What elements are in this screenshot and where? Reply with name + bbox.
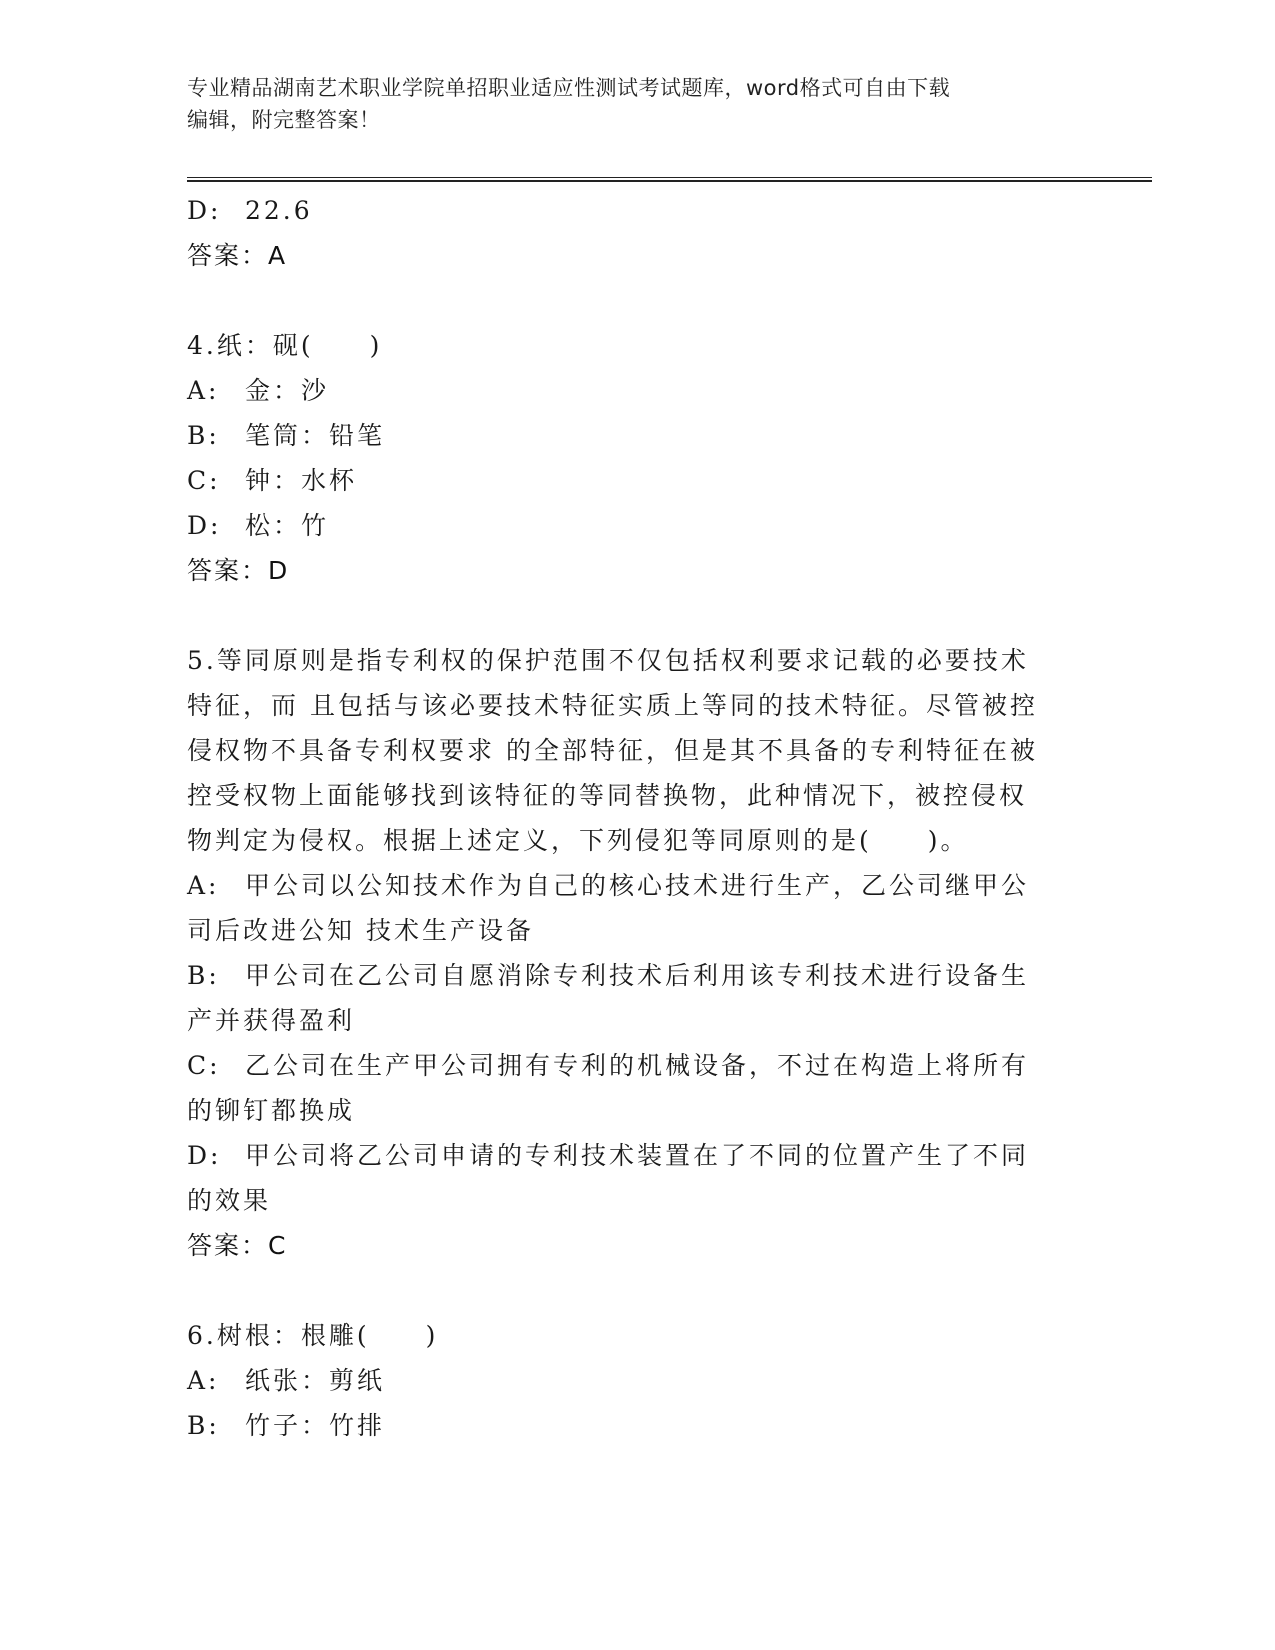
q4-option-b — [187, 413, 1087, 458]
q4-option-d — [187, 503, 1087, 548]
q5-option-a-cont: 司后改进公知 技术生产设备 — [187, 916, 534, 945]
option-letter: D: — [187, 511, 222, 540]
q3-answer: 答案：A — [187, 241, 288, 270]
header-line-1: 专业精品湖南艺术职业学院单招职业适应性测试考试题库，word格式可自由下载 — [187, 76, 951, 100]
q5-option-c-cont: 的铆钉都换成 — [187, 1096, 356, 1125]
option-letter: C: — [187, 466, 221, 495]
q4-answer: 答案：D — [187, 556, 290, 585]
q6-option-b — [187, 1403, 1087, 1448]
option-text: 乙公司在生产甲公司拥有专利的机械设备，不过在构造上将所有 — [245, 1051, 1030, 1080]
q5-option-d — [187, 1133, 1087, 1178]
q6-option-a — [187, 1358, 1087, 1403]
option-text: 甲公司在乙公司自愿消除专利技术后利用该专利技术进行设备生 — [245, 961, 1030, 990]
option-text: 竹子：竹排 — [245, 1411, 386, 1440]
q5-stem-line: 侵权物不具备专利权要求 的全部特征，但是其不具备的专利特征在被 — [187, 736, 1038, 765]
q5-stem-line: 物判定为侵权。根据上述定义，下列侵犯等同原则的是( )。 — [187, 826, 969, 855]
option-text: 甲公司以公知技术作为自己的核心技术进行生产，乙公司继甲公 — [245, 871, 1030, 900]
header-divider-thin — [187, 177, 1152, 178]
option-letter: C: — [187, 1051, 221, 1080]
option-text: 钟：水杯 — [245, 466, 358, 495]
option-letter: B: — [187, 1411, 220, 1440]
option-letter: D: — [187, 196, 222, 225]
option-letter: D: — [187, 1141, 222, 1170]
q6-stem: 6.树根：根雕( ) — [187, 1321, 439, 1350]
q4-stem: 4.纸：砚( ) — [187, 331, 383, 360]
q3-option-d — [187, 188, 1087, 233]
option-letter: A: — [187, 376, 220, 405]
page-header — [187, 72, 1067, 136]
q5-option-d-cont: 的效果 — [187, 1186, 272, 1215]
q5-answer: 答案：C — [187, 1231, 288, 1260]
option-letter: B: — [187, 961, 220, 990]
option-text: 22.6 — [245, 196, 313, 225]
q4-option-a — [187, 368, 1087, 413]
q5-option-b-cont: 产并获得盈利 — [187, 1006, 356, 1035]
q5-option-b — [187, 953, 1087, 998]
q5-option-c — [187, 1043, 1087, 1088]
option-text: 金：沙 — [245, 376, 330, 405]
option-text: 松：竹 — [245, 511, 330, 540]
option-letter: A: — [187, 871, 220, 900]
q5-stem-line: 5.等同原则是指专利权的保护范围不仅包括权利要求记载的必要技术 — [187, 646, 1029, 675]
spacer — [187, 278, 1087, 323]
spacer — [187, 593, 1087, 638]
header-line-2: 编辑，附完整答案！ — [187, 108, 381, 132]
q4-option-c — [187, 458, 1087, 503]
spacer — [187, 1268, 1087, 1313]
option-text: 纸张：剪纸 — [245, 1366, 386, 1395]
header-divider-thick — [187, 180, 1152, 182]
option-letter: B: — [187, 421, 220, 450]
option-letter: A: — [187, 1366, 220, 1395]
q5-option-a — [187, 863, 1087, 908]
q5-stem-line: 控受权物上面能够找到该特征的等同替换物，此种情况下，被控侵权 — [187, 781, 1028, 810]
q5-stem-line: 特征，而 且包括与该必要技术特征实质上等同的技术特征。尽管被控 — [187, 691, 1038, 720]
question-content — [187, 188, 1087, 1448]
option-text: 甲公司将乙公司申请的专利技术装置在了不同的位置产生了不同 — [245, 1141, 1030, 1170]
option-text: 笔筒：铅笔 — [245, 421, 386, 450]
